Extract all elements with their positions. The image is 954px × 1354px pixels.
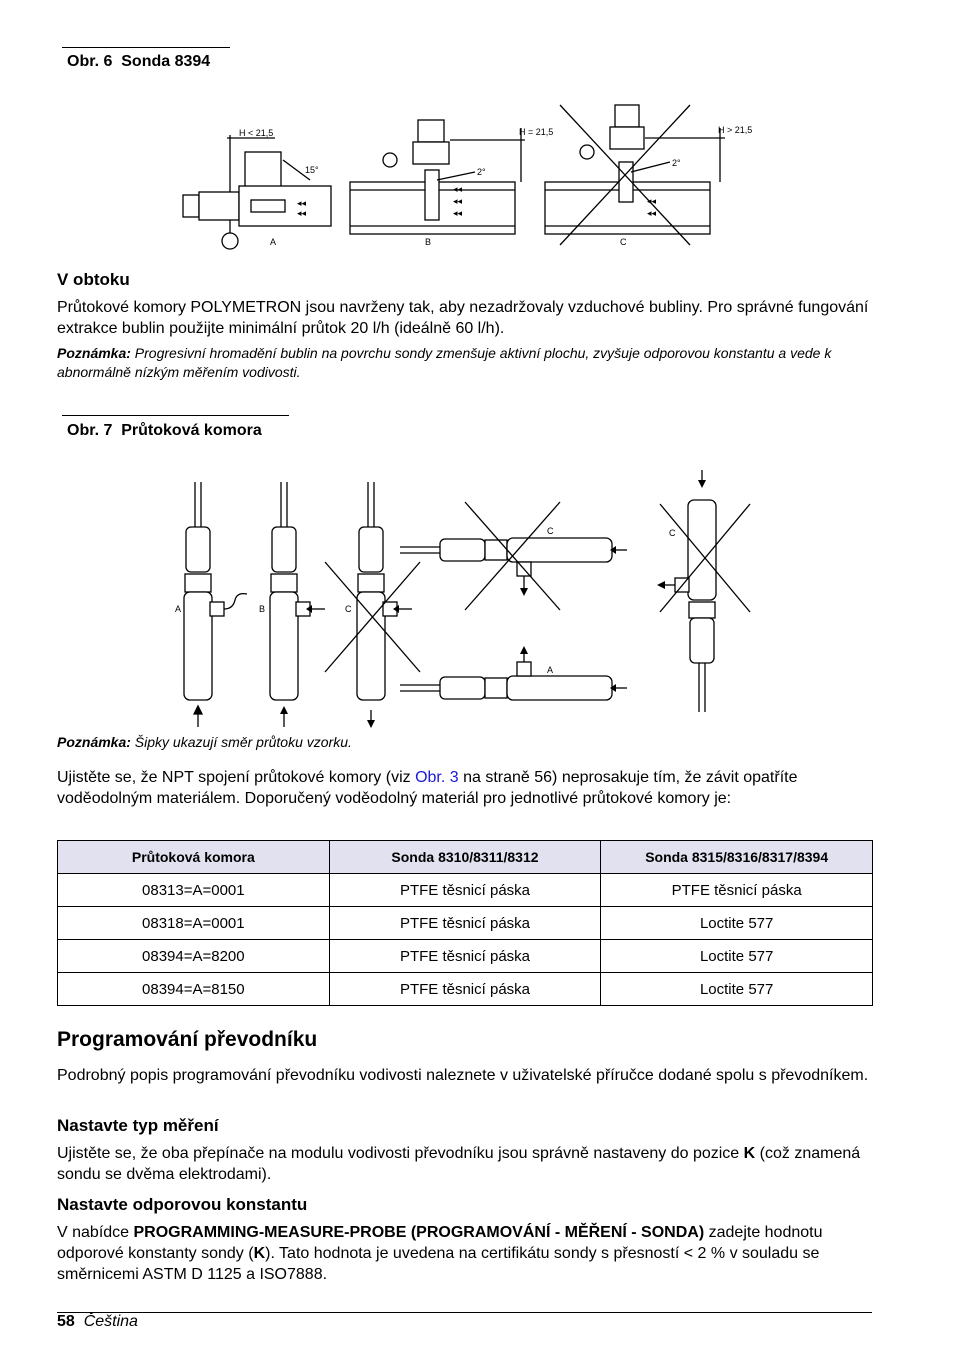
- type-bold-k: K: [743, 1145, 756, 1162]
- figure3-link[interactable]: Obr. 3: [415, 769, 459, 786]
- figure7-label-b: B: [259, 604, 266, 614]
- svg-text:◂◂: ◂◂: [647, 196, 657, 206]
- table-header-cell: Sonda 8315/8316/8317/8394: [601, 841, 873, 874]
- figure6-caption: Obr. 6 Sonda 8394: [67, 53, 211, 70]
- section-type-heading: Nastavte typ měření: [57, 1116, 219, 1135]
- figure7-label-c2: C: [547, 526, 554, 536]
- table-cell: 08394=A=8200: [58, 940, 330, 973]
- svg-text:◂◂: ◂◂: [453, 208, 463, 218]
- table-cell: PTFE těsnicí páska: [329, 940, 601, 973]
- table-cell: PTFE těsnicí páska: [329, 907, 601, 940]
- figure6-variant-b: [350, 120, 553, 247]
- figure7-cell-b: [259, 482, 325, 727]
- table-cell: PTFE těsnicí páska: [601, 874, 873, 907]
- svg-text:◂◂: ◂◂: [453, 184, 463, 194]
- figure7-drawing: [175, 462, 755, 730]
- table-cell: Loctite 577: [601, 907, 873, 940]
- figure7-label-c3: C: [669, 528, 676, 538]
- type-text-before: Ujistěte se, že oba přepínače na modulu vodivosti převodníku jsou správně nastaveny do pozice: [57, 1145, 744, 1162]
- figure6-dim-a: H < 21,5: [239, 128, 274, 138]
- svg-text:◂◂: ◂◂: [453, 196, 463, 206]
- table-header-cell: Sonda 8310/8311/8312: [329, 841, 601, 874]
- section-programming-heading: Programování převodníku: [57, 1028, 318, 1051]
- footer-rule: [57, 1312, 872, 1313]
- figure6-label-a: A: [270, 237, 277, 247]
- npt-text-after: na straně 56) neprosakuje tím, že závit opatříte voděodolným materiálem. Doporučený voděodolný materiál pro jednotlivé průtokové komory je:: [57, 769, 798, 807]
- figure6-rule: [62, 47, 230, 48]
- constant-t3: ). Tato hodnota je uvedena na certifikátu sondy s přesností < 2 % v souladu se směrnicemi ASTM D 1125 a ISO7888.: [57, 1245, 820, 1283]
- constant-t2: zadejte hodnotu odporové konstanty sondy (: [57, 1224, 823, 1262]
- table-cell: PTFE těsnicí páska: [329, 973, 601, 1006]
- sealant-table: [57, 840, 873, 1006]
- section-bypass-heading: V obtoku: [57, 270, 130, 289]
- table-cell: 08313=A=0001: [58, 874, 330, 907]
- constant-bold-k: K: [253, 1245, 266, 1262]
- table-cell: PTFE těsnicí páska: [329, 874, 601, 907]
- svg-text:◂◂: ◂◂: [297, 198, 307, 208]
- constant-t1: V nabídce: [57, 1224, 134, 1241]
- npt-paragraph: [57, 767, 872, 809]
- figure7-label-a1: A: [175, 604, 182, 614]
- table-row: [58, 973, 873, 1006]
- npt-text-before: Ujistěte se, že NPT spojení průtokové komory (viz: [57, 769, 416, 786]
- constant-menu-path: PROGRAMMING-MEASURE-PROBE (PROGRAMOVÁNÍ - MĚŘENÍ - SONDA): [133, 1224, 705, 1241]
- figure7-cell-c-horizontal: [400, 502, 627, 610]
- figure6-dim-b: H = 21,5: [519, 127, 554, 137]
- figure7-note: [57, 733, 872, 752]
- table-row: [58, 907, 873, 940]
- figure6-angle-a: 15°: [305, 165, 319, 175]
- figure6-angle-b: 2°: [477, 167, 486, 177]
- figure7-label-c1: C: [345, 604, 352, 614]
- table-row: [58, 874, 873, 907]
- footer: [57, 1313, 138, 1331]
- figure6-label-c: C: [620, 237, 627, 247]
- table-cell: 08394=A=8150: [58, 973, 330, 1006]
- svg-text:◂◂: ◂◂: [297, 208, 307, 218]
- figure7-label-a2: A: [547, 665, 554, 675]
- svg-text:◂◂: ◂◂: [647, 208, 657, 218]
- figure7-cell-c-inverted: [657, 470, 750, 712]
- figure7-cell-a: [175, 482, 247, 727]
- figure6-dim-c: H > 21,5: [718, 125, 753, 135]
- section-programming-text: Podrobný popis programování převodníku vodivosti naleznete v uživatelské příručce dodané spolu s převodníkem.: [57, 1067, 869, 1084]
- figure6-drawing: [175, 100, 755, 260]
- type-text-after: (což znamená sondu se dvěma elektrodami).: [57, 1145, 861, 1183]
- figure6-variant-c: [545, 105, 752, 247]
- section-bypass-text: Průtokové komory POLYMETRON jsou navrženy tak, aby nezadržovaly vzduchové bubliny. Pro správné fungování extrakce bublin použijte minimální průtok 20 l/h (ideálně 60 l/h).: [57, 299, 869, 337]
- figure7-caption: Obr. 7 Průtoková komora: [67, 422, 262, 439]
- figure6-label-b: B: [425, 237, 432, 247]
- figure7-note-label: Poznámka:: [57, 734, 131, 750]
- figure7-cell-a-horizontal: [400, 646, 627, 700]
- figure7-note-text: Šipky ukazují směr průtoku vzorku.: [130, 734, 352, 750]
- figure6-angle-c: 2°: [672, 158, 681, 168]
- table-header-row: [58, 841, 873, 874]
- section-bypass-note: [57, 344, 872, 382]
- section-constant-heading: Nastavte odporovou konstantu: [57, 1195, 308, 1214]
- section-type-text: [57, 1143, 872, 1185]
- table-cell: 08318=A=0001: [58, 907, 330, 940]
- note-text: Progresivní hromadění bublin na povrchu sondy zmenšuje aktivní plochu, zvyšuje odporovou konstantu a vede k abnormálně nízkým měřením vodivosti.: [57, 345, 832, 380]
- table-row: [58, 940, 873, 973]
- table-header-cell: Průtoková komora: [58, 841, 330, 874]
- table-cell: Loctite 577: [601, 973, 873, 1006]
- section-constant-text: [57, 1222, 872, 1285]
- figure6-variant-a: [183, 128, 331, 249]
- figure7-rule: [62, 415, 289, 416]
- table-cell: Loctite 577: [601, 940, 873, 973]
- note-label: Poznámka:: [57, 345, 131, 361]
- footer-language: Čeština: [83, 1313, 138, 1330]
- page-number: 58: [57, 1313, 75, 1330]
